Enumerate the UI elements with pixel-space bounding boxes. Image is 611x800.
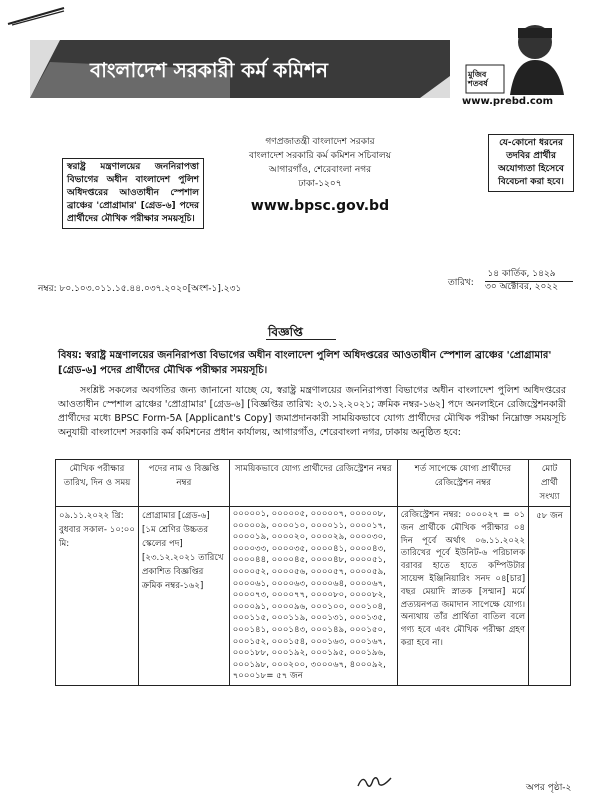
reg-line: ০০০০৭৩, ০০০০৭৭, ০০০০৮০, ০০০০৮২, (232, 590, 386, 601)
portrait-caption: মুজিব শতবর্ষ (468, 70, 488, 88)
reg-line: ০০০০০৯, ০০০০১০, ০০০০১১, ০০০০১৭, (232, 520, 386, 531)
header-date: মৌখিক পরীক্ষার তারিখ, দিন ও সময় (56, 460, 139, 507)
header-regs: সাময়িকভাবে যোগ্য প্রার্থীদের রেজিস্ট্রেশন নম্বর (229, 460, 397, 507)
banner-title: বাংলাদেশ সরকারী কর্ম কমিশন (90, 58, 328, 82)
govt-line: গণপ্রজাতন্ত্রী বাংলাদেশ সরকার (265, 137, 375, 147)
cell-date: ০৯.১১.২০২২ খ্রি: বুধবার সকাল- ১০:০০ মি: (56, 507, 139, 686)
next-page-note: অপর পৃষ্ঠা-২ (526, 783, 572, 793)
schedule-table (55, 459, 571, 686)
reg-line: ০০০১৮৮, ০০০১৯২, ০০০১৯৫, ০০০১৯৬, (232, 648, 386, 659)
reg-line: ০০০১১৫, ০০০১১৯, ০০০১৩১, ০০০১৩৫, (232, 613, 386, 624)
cell-total: ৫৮ জন (529, 507, 571, 686)
date-divider (485, 281, 573, 282)
corner-slash-mark (6, 6, 66, 26)
bpsc-url[interactable]: www.bpsc.gov.bd (250, 198, 390, 214)
header-conditional: শর্ত সাপেক্ষে যোগ্য প্রার্থীদের রেজিস্ট্রেশন নম্বর (397, 460, 528, 507)
header-banner (30, 40, 450, 98)
cell-conditional: রেজিস্ট্রেশন নম্বর: ০০০০২৭ = ০১ জন প্রার্থীকে মৌখিক পরীক্ষার ০৪ দিন পূর্বে অর্থাৎ ০৬.১১.২০২২ তারিখের পূর্বে ইউনিট-৬ পরিচালক বরাবর হাতে হাতে কম্পিউটার সায়েন্স ইঞ্জিনিয়ারিং সনদ ০৪[চার] বছর মেয়াদি স্নাতক [সম্মান] মর্মে প্রত্যয়নপত্র জমাদান সাপেক্ষে যোগ্য। অন্যথায় তাঁর প্রার্থিতা বাতিল বলে গণ্য হবে এবং মৌখিক পরীক্ষা গ্রহণ করা হবে না। (397, 507, 528, 686)
reg-line: ০০০১৫২, ০০০১৫৪, ০০০১৬৩, ০০০১৬৭, (232, 636, 386, 647)
header-post: পদের নাম ও বিজ্ঞপ্তি নম্বর (139, 460, 230, 507)
reg-line: ০০০০৫২, ০০০০৫৬, ০০০০৫৭, ০০০০৫৯, (232, 566, 386, 577)
reg-line: ০০০০৯১, ০০০০৯৬, ০০০১০০, ০০০১০৪, (232, 601, 386, 612)
table-header-row (56, 460, 571, 507)
cell-post: প্রোগ্রামার [গ্রেড-৬] [১ম শ্রেণির উচ্চতর স্কেলের পদ] [২৩.১২.২০২১ তারিখে প্রকাশিত বিজ্ঞপ্তির ক্রমিক নম্বর-১৬২] (139, 507, 230, 686)
reg-line: ০০০১৯৮, ০০০২০০, ৩০০০৬৭, ৪০০০৯২, (232, 659, 386, 670)
address-line: আগারগাঁও, শেরেবাংলা নগর (268, 165, 372, 175)
date-bangla: ১৪ কার্তিক, ১৪২৯ (487, 269, 556, 279)
city-line: ঢাকা-১২০৭ (298, 179, 342, 189)
header-total: মোট প্রার্থী সংখ্যা (529, 460, 571, 507)
notice-title: বিজ্ঞপ্তি (268, 325, 303, 339)
reg-line: ০০০০১৯, ০০০০২০, ০০০০২৯, ০০০০৩০, (232, 532, 386, 543)
secretariat-line: বাংলাদেশ সরকারি কর্ম কমিশন সচিবালয় (248, 151, 392, 161)
reg-line: ৭০০০১৮= ৫৭ জন (232, 671, 303, 682)
reg-line: ০০০০৪৪, ০০০০৪৫, ০০০০৪৮, ০০০০৫১, (232, 555, 386, 566)
left-subject-box: স্বরাষ্ট্র মন্ত্রণালয়ের জননিরাপত্তা বিভাগের অধীন বাংলাদেশ পুলিশ অধিদপ্তরের আওতাধীন স্পেশাল ব্রাঞ্চের 'প্রোগ্রামার' [গ্রেড-৬] পদের প্রার্থীদের মৌখিক পরীক্ষার সময়সূচি। (62, 158, 204, 229)
reg-line: ০০০০৩৩, ০০০০৩৫, ০০০০৪১, ০০০০৪৩, (232, 543, 386, 554)
reg-line: ০০০০০১, ০০০০০৫, ০০০০০৭, ০০০০০৮, (232, 509, 386, 519)
table-row (56, 507, 571, 686)
cell-regs (229, 507, 397, 686)
subject-line: বিষয়: স্বরাষ্ট্র মন্ত্রণালয়ের জননিরাপত্তা বিভাগের অধীন বাংলাদেশ পুলিশ অধিদপ্তরের আওতাধীন স্পেশাল ব্রাঞ্চের 'প্রোগ্রামার' [গ্রেড-৬] পদের প্রার্থীদের মৌখিক পরীক্ষার সময়সূচি। (58, 350, 552, 376)
date-english: ৩০ অক্টোবর, ২০২২ (485, 282, 559, 292)
reg-line: ০০০১৪১, ০০০১৪৩, ০০০১৪৯, ০০০১৫০, (232, 624, 386, 635)
body-paragraph: সংশ্লিষ্ট সকলের অবগতির জন্য জানানো যাচ্ছে যে, স্বরাষ্ট্র মন্ত্রণালয়ের জননিরাপত্তা বিভাগের অধীন বাংলাদেশ পুলিশ অধিদপ্তরের আওতাধীন স্পেশাল ব্রাঞ্চের 'প্রোগ্রামার' [গ্রেড-৬] [বিজ্ঞপ্তির তারিখ: ২৩.১২.২০২১; ক্রমিক নম্বর-১৬২] পদে অনলাইনে রেজিস্ট্রেশনকারী প্রার্থীদের মধ্যে BPSC Form-5A [Applicant's Copy] জমাপ্রদানকারী সাময়িকভাবে যোগ্য প্রার্থীদের মৌখিক পরীক্ষা নিম্নোক্ত সময়সূচি অনুযায়ী বাংলাদেশ সরকারি কর্ম কমিশনের প্রধান কার্যালয়, আগারগাঁও, শেরেবাংলা নগর, ঢাকায় অনুষ্ঠিত হবে: (58, 385, 566, 438)
reg-line: ০০০০৬১, ০০০০৬৩, ০০০০৬৪, ০০০০৬৭, (232, 578, 386, 589)
warning-box: যে-কোনো ধরনের তদবির প্রার্থীর অযোগ্যতা হিসেবে বিবেচনা করা হবে। (488, 134, 574, 192)
signature-mark (355, 772, 395, 792)
site-url: www.prebd.com (462, 96, 554, 107)
mujib-portrait (460, 20, 570, 95)
title-underline (266, 339, 336, 340)
memo-number: নম্বর: ৮০.১০৩.০১১.১৫.৪৪.০৩৭.২০২০[অংশ-১].২৩১ (38, 284, 242, 294)
date-label: তারিখ: (448, 278, 474, 288)
